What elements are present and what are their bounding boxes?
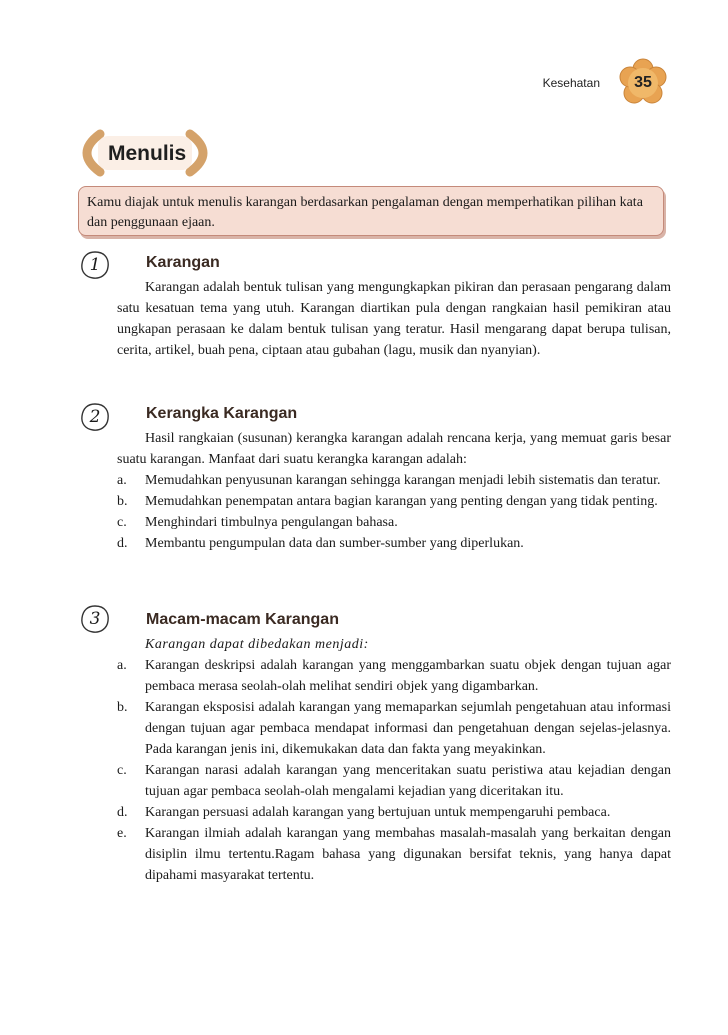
part-number-1: 1	[80, 250, 110, 280]
list-item: b. Karangan eksposisi adalah karangan yang memaparkan sejumlah pengetahuan atau informasi dengan tujuan agar pembaca mendapat informasi dan pengetahuan dengan sejelas-jelasnya. Pada karangan jenis ini, dikemukakan data dan fakta yang meyakinkan.	[117, 700, 671, 757]
paragraph-karangan: Karangan adalah bentuk tulisan yang mengungkapkan pikiran dan perasaan pengarang dalam satu kesatuan tema yang utuh. Karangan diartikan pula dengan rangkaian hasil pemikiran atau ungkapan perasaan ke dalam bentuk tulisan yang teratur. Hasil mengarang dapat berupa tulisan, cerita, artikel, buah pena, ciptaan atau gubahan (lagu, musik dan nyanyian).	[117, 280, 671, 358]
list-item: d. Karangan persuasi adalah karangan yang bertujuan untuk mempengaruhi pembaca.	[117, 805, 611, 820]
paragraph-macam: Karangan dapat dibedakan menjadi:	[145, 637, 369, 652]
part-number-3: 3	[80, 604, 110, 634]
list-item: d. Membantu pengumpulan data dan sumber-sumber yang diperlukan.	[117, 536, 524, 551]
list-kerangka	[117, 470, 671, 554]
list-item: a. Memudahkan penyusunan karangan sehingga karangan menjadi lebih sistematis dan teratur.	[117, 473, 661, 488]
page-number: 35	[634, 74, 652, 91]
list-macam	[117, 655, 671, 886]
section-title: Menulis	[108, 142, 187, 165]
heading-macam: Macam-macam Karangan	[146, 611, 339, 628]
heading-kerangka: Kerangka Karangan	[146, 405, 298, 422]
paragraph-kerangka: Hasil rangkaian (susunan) kerangka karangan adalah rencana kerja, yang memuat garis besar suatu karangan. Manfaat dari suatu kerangka karangan adalah:	[117, 431, 671, 467]
section-tab	[70, 128, 220, 178]
page-number-badge	[618, 58, 668, 108]
list-item: c. Karangan narasi adalah karangan yang menceritakan suatu peristiwa atau kejadian dengan tujuan agar pembaca seolah-olah mengalami kejadian yang diceritakan itu.	[117, 763, 671, 799]
list-item: e. Karangan ilmiah adalah karangan yang membahas masalah-masalah yang berkaitan dengan disiplin ilmu tertentu.Ragam bahasa yang digunakan bersifat teknis, yang hanya dapat dipahami masyarakat tertentu.	[117, 826, 671, 883]
list-item: a. Karangan deskripsi adalah karangan yang menggambarkan suatu objek dengan tujuan agar pembaca merasa seolah-olah melihat sendiri objek yang digambarkan.	[117, 658, 671, 694]
page-header	[543, 58, 668, 108]
list-item: c. Menghindari timbulnya pengulangan bahasa.	[117, 515, 398, 530]
list-item: b. Memudahkan penempatan antara bagian karangan yang penting dengan yang tidak penting.	[117, 494, 658, 509]
intro-box: Kamu diajak untuk menulis karangan berdasarkan pengalaman dengan memperhatikan pilihan kata dan penggunaan ejaan.	[78, 186, 664, 236]
heading-karangan: Karangan	[146, 254, 220, 271]
chapter-label: Kesehatan	[542, 76, 600, 90]
part-number-2: 2	[80, 402, 110, 432]
